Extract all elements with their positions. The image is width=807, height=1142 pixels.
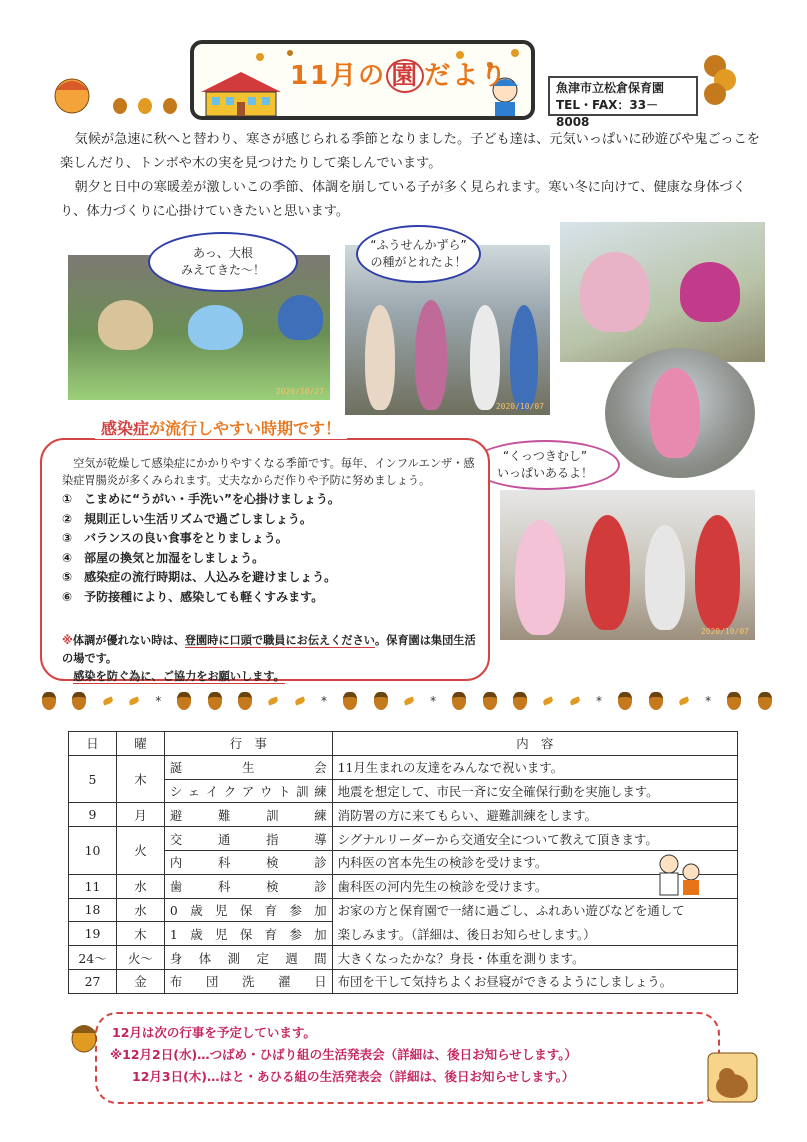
list-item: ④ 部屋の換気と加湿をしましょう。 — [62, 550, 265, 565]
acorn-divider: * * * * * — [42, 688, 772, 714]
school-name: 魚津市立松倉保育園 — [556, 81, 665, 95]
photo-radish-field: 2020/10/27 — [68, 255, 330, 400]
photo-balloon-vine-seeds: 2020/10/07 — [345, 245, 550, 415]
school-building-illustration — [196, 70, 286, 118]
acorn-character-right-illustration — [695, 48, 745, 110]
squirrel-illustration — [705, 1050, 760, 1105]
table-row: 27 金 布団洗濯日 布団を干して気持ちよくお昼寝ができるようにしましょう。 — [69, 969, 738, 993]
newsletter-title: 11月の 園 だより — [290, 61, 509, 91]
table-row: 5 木 誕生会 11月生まれの友達をみんなで祝います。 — [69, 755, 738, 779]
infection-list — [62, 490, 482, 607]
december-event-2: 12月3日(木)…はと・あひる組の生活発表会（詳細は、後日お知らせします。） — [132, 1069, 575, 1084]
school-info-box — [548, 76, 698, 129]
infection-title: 感染症が流行しやすい時期です！ — [95, 416, 347, 439]
photo-kids-circle — [605, 348, 755, 478]
list-item: ⑥ 予防接種により、感染しても軽くすみます。 — [62, 589, 324, 604]
infection-note: ※体調が優れない時は、登園時に口頭で職員にお伝えください。保育園は集団生活の場です。 感染を防ぐ為に、ご協力をお願いします。 — [62, 634, 476, 683]
table-row: 24～ 火～ 身体測定週間 大きくなったかな？身長・体重を測ります。 — [69, 946, 738, 970]
intro-paragraph-2: 朝夕と日中の寒暖差が激しいこの季節、体調を崩している子が多く見られます。寒い冬に向けて、健康な身体づくり、体力づくりに心掛けていきたいと思います。 — [60, 180, 746, 219]
header-weekday: 曜 — [116, 732, 164, 756]
table-row: 9 月 避難訓練 消防署の方に来てもらい、避難訓練をします。 — [69, 803, 738, 827]
list-item: ⑤ 感染症の流行時期は、人込みを避けましょう。 — [62, 570, 337, 584]
list-item: ③ バランスの良い食事をとりましょう。 — [62, 531, 288, 545]
intro-text — [60, 128, 760, 224]
infection-body: 空気が乾燥して感染症にかかりやすくなる季節です。毎年、インフルエンザ・感染症胃腸炎が多くみられます。丈夫なからだ作りや予防に努めましょう。 — [62, 457, 475, 487]
table-row: 10 火 交通指導 シグナルリーダーから交通安全について教えて頂きます。 — [69, 827, 738, 851]
speech-bubble-balloon-vine: “ふうせんかずら” の種がとれたよ！ — [356, 225, 481, 283]
header-day: 日 — [69, 732, 117, 756]
december-heading: 12月は次の行事を予定しています。 — [112, 1025, 316, 1040]
schedule-table — [68, 731, 738, 994]
acorns-left-illustration — [50, 72, 185, 117]
list-item: ① こまめに“うがい・手洗い”を心掛けましょう。 — [62, 492, 340, 506]
list-item: ② 規則正しい生活リズムで過ごしましょう。 — [62, 511, 312, 526]
table-row: 内科検診 内科医の宮本先生の検診を受けます。 — [69, 850, 738, 874]
speech-bubble-radish: あっ、大根 みえてきた～！ — [148, 232, 298, 292]
photo-kids-outdoors — [560, 222, 765, 362]
header-event: 行 事 — [164, 732, 332, 756]
intro-paragraph-1: 気候が急速に秋へと替わり、寒さが感じられる季節となりました。子ども達は、元気いっぱいに砂遊びや鬼ごっこを楽しんだり、トンボや木の実を見つけたりして楽しんでいます。 — [60, 132, 760, 171]
school-phone: TEL・FAX：33－8008 — [556, 98, 659, 129]
header-content: 内 容 — [332, 732, 737, 756]
table-row: シェイクアウト訓練 地震を想定して、市民一斉に安全確保行動を実施します。 — [69, 779, 738, 803]
table-row: 18 水 0歳児保育参加 お家の方と保育園で一緒に過ごし、ふれあい遊びなどを通して — [69, 898, 738, 922]
doctor-illustration — [655, 852, 705, 897]
december-text — [110, 1022, 577, 1088]
table-row: 19 木 1歳児保育参加 楽しみます。（詳細は、後日お知らせします。） — [69, 922, 738, 946]
photo-burr-seeds: 2020/10/07 — [500, 490, 755, 640]
december-event-1: ※12月2日(水)…つばめ・ひばり組の生活発表会（詳細は、後日お知らせします。） — [110, 1047, 578, 1062]
acorn-icon — [68, 1015, 100, 1053]
table-header-row — [69, 732, 738, 756]
table-row: 11 水 歯科検診 歯科医の河内先生の検診を受けます。 — [69, 874, 738, 898]
speech-bubble-burrs: “くっつきむし” いっぱいあるよ！ — [470, 440, 620, 490]
